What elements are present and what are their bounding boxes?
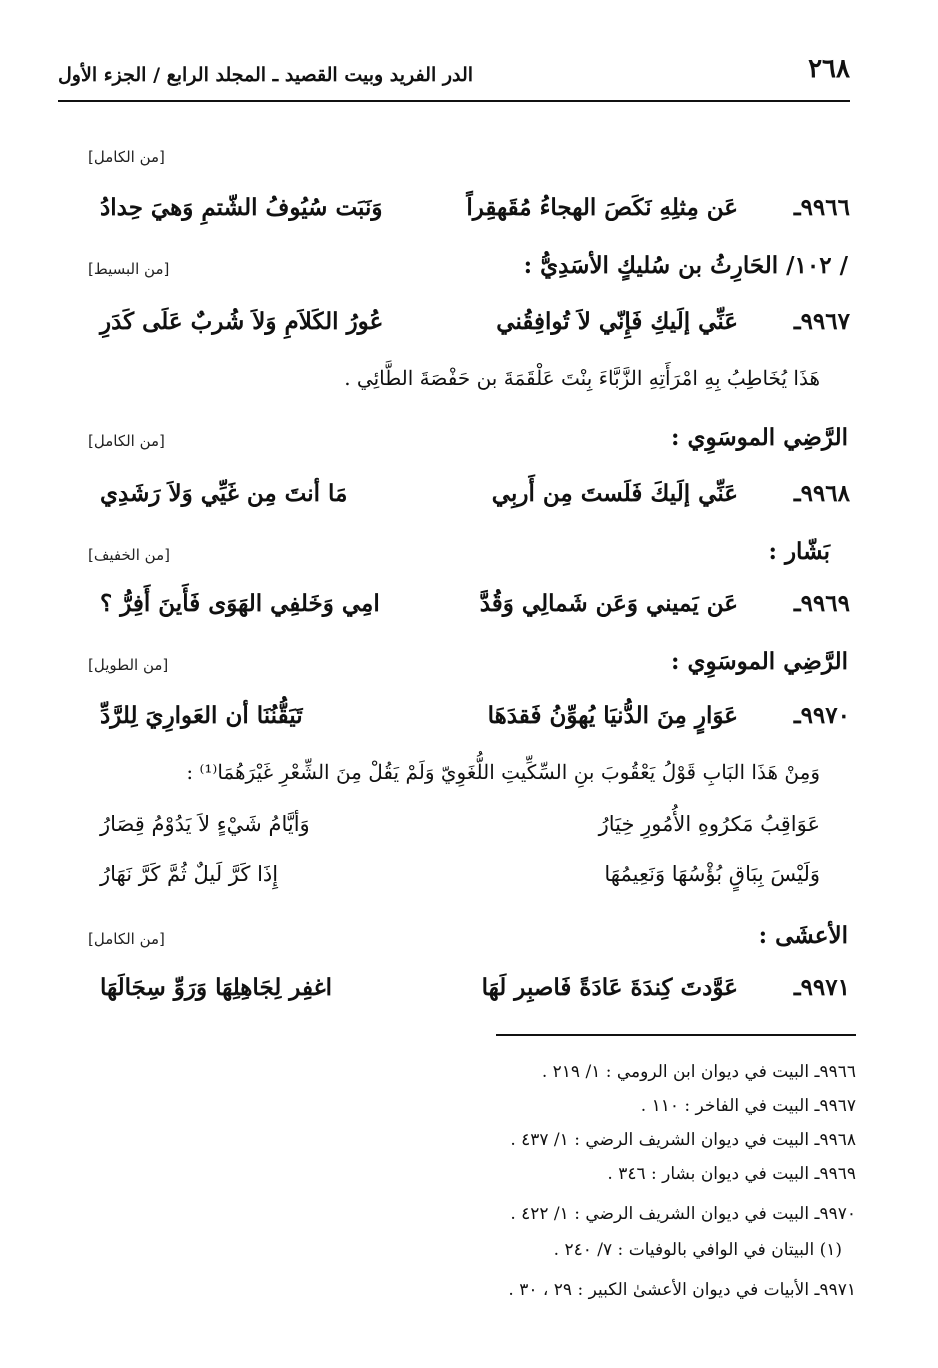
couplet-hemistich-second: وَأيَّامُ شَيْءٍ لاَ يَدُوْمُ قِصَارُ xyxy=(100,812,310,836)
verse-number: ٩٩٦٩ـ xyxy=(793,590,850,617)
quoted-couplet xyxy=(80,812,820,852)
meter-label: [من الكامل] xyxy=(88,148,165,166)
footnote: ٩٩٦٧ـ البيت في الفاخر : ١١٠ . xyxy=(640,1096,856,1116)
running-title: الدر الفريد وبيت القصيد ـ المجلد الرابع / الجزء الأول xyxy=(58,64,474,86)
verse-9968 xyxy=(70,480,850,524)
couplet-hemistich-first: عَوَاقِبُ مَكرُوهِ الأُمُورِ خِيَارُ xyxy=(598,812,820,836)
meter-label: [من الخفيف] xyxy=(88,546,170,564)
verse-number: ٩٩٦٨ـ xyxy=(793,480,850,507)
meter-label: [من البسيط] xyxy=(88,260,170,278)
poet-row xyxy=(70,538,848,572)
verse-number: ٩٩٦٧ـ xyxy=(793,308,850,335)
poet-row xyxy=(70,424,848,458)
poet-name: الرَّضِي الموسَوِي : xyxy=(670,648,848,675)
poet-row xyxy=(70,922,848,956)
commentary-note: وَمِنْ هَذَا البَابِ قَوْلُ يَعْقُوبَ بنِ السِّكِّيتِ اللُّغَوِيّ وَلَمْ يَقُلْ مِنَ الشِّعْرِ غَيْرَهُمَا⁽¹⁾ : xyxy=(186,760,820,784)
meter-row xyxy=(70,148,848,176)
verse-hemistich-first: عَنِّي إلَيكِ فَإِنّي لاَ تُوافِقُني xyxy=(496,308,738,335)
verse-number: ٩٩٧١ـ xyxy=(793,974,850,1001)
verse-hemistich-second: تَيَقُّنُنَا أن العَوارِيَ لِلرَّدِّ xyxy=(100,702,303,729)
verse-9970 xyxy=(70,702,850,746)
verse-hemistich-second: وَنَبَت سُيُوفُ الشّتمِ وَهيَ حِدادُ xyxy=(100,194,383,221)
poet-row xyxy=(70,648,848,682)
verse-9969 xyxy=(70,590,850,634)
verse-9971 xyxy=(70,974,850,1018)
couplet-hemistich-first: وَلَيْسَ بِبَاقٍ بُؤْسُهَا وَنَعِيمُهَا xyxy=(604,862,820,886)
verse-hemistich-first: عَنِّي إلَيكَ فَلَستَ مِن أَربِي xyxy=(491,480,738,507)
verse-hemistich-second: عُورُ الكَلاَمِ وَلاَ شُربٌ عَلَى كَدَرِ xyxy=(100,308,384,335)
meter-label: [من الكامل] xyxy=(88,432,165,450)
couplet-hemistich-second: إِذَا كَرَّ لَيلٌ ثُمَّ كَرَّ نَهَارُ xyxy=(100,862,279,886)
meter-label: [من الطويل] xyxy=(88,656,169,674)
quoted-couplet xyxy=(80,862,820,902)
verse-hemistich-first: عَوَارٍ مِنَ الدُّنيَا يُهوِّنُ فَقدَهَا xyxy=(487,702,738,729)
poet-name: بَشّار : xyxy=(768,538,830,565)
verse-hemistich-first: عَن مِثلِهِ نَكَصَ الهجاءُ مُقَهقِراً xyxy=(466,194,738,221)
verse-hemistich-second: مَا أنتَ مِن غَيِّي وَلاَ رَشَدِي xyxy=(100,480,348,507)
poet-row xyxy=(70,252,848,286)
verse-9967 xyxy=(70,308,850,352)
footnote: ٩٩٦٩ـ البيت في ديوان بشار : ٣٤٦ . xyxy=(607,1164,856,1184)
footnote: ٩٩٦٦ـ البيت في ديوان ابن الرومي : ١/ ٢١٩ . xyxy=(541,1062,856,1082)
footnote: (١) البيتان في الوافي بالوفيات : ٧/ ٢٤٠ . xyxy=(553,1240,842,1260)
page-header xyxy=(58,52,850,96)
poet-name: الأعشَى : xyxy=(758,922,848,949)
header-rule xyxy=(58,100,850,102)
verse-hemistich-first: عَن يَميني وَعَن شَمالِي وَقُدَّ xyxy=(479,590,738,617)
footnote: ٩٩٧١ـ الأبيات في ديوان الأعشىٰ الكبير : ٢٩ ، ٣٠ . xyxy=(508,1280,856,1300)
footnote-rule xyxy=(496,1034,856,1036)
verse-hemistich-first: عَوَّدتَ كِندَةَ عَادَةً فَاصبِر لَهَا xyxy=(481,974,738,1001)
meter-label: [من الكامل] xyxy=(88,930,165,948)
verse-hemistich-second: اغفِر لِجَاهِلِهَا وَرَوِّ سِجَالَهَا xyxy=(100,974,333,1001)
poet-name: / ١٠٢/ الحَارِثُ بن سُليكٍ الأسَدِيُّ : xyxy=(523,252,848,279)
verse-hemistich-second: امِي وَخَلفِي الهَوَى فَأَينَ أَفِرُّ ؟ xyxy=(100,590,380,617)
poet-name: الرَّضِي الموسَوِي : xyxy=(670,424,848,451)
verse-number: ٩٩٦٦ـ xyxy=(793,194,850,221)
commentary-note: هَذَا يُخَاطِبُ بِهِ امْرَأَتِهِ الزَّبَّاءَ بِنْتَ عَلْقَمَةَ بن حَفْصَةَ الطَّائِي . xyxy=(344,366,820,390)
footnote: ٩٩٦٨ـ البيت في ديوان الشريف الرضي : ١/ ٤٣٧ . xyxy=(510,1130,856,1150)
footnote: ٩٩٧٠ـ البيت في ديوان الشريف الرضي : ١/ ٤٢٢ . xyxy=(510,1204,856,1224)
page-number: ٢٦٨ xyxy=(808,54,850,84)
verse-number: ٩٩٧٠ـ xyxy=(793,702,850,729)
verse-9966 xyxy=(70,194,850,238)
